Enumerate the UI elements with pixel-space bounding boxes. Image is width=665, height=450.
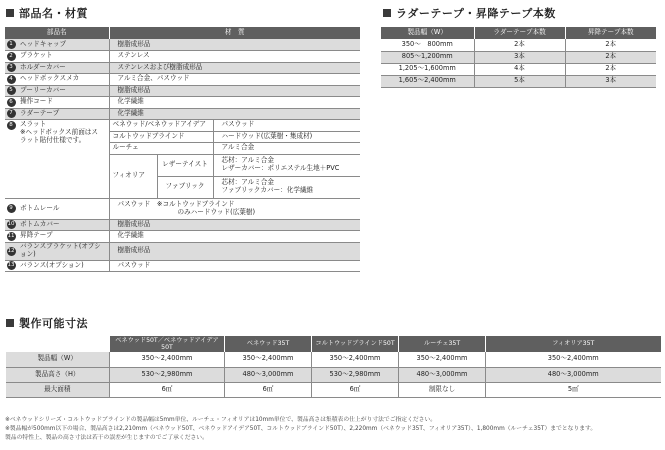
part-material: 樹脂成形品 [109,39,360,51]
table-row [5,219,360,231]
range-table [5,336,661,398]
part-material: パスウッド [213,120,360,132]
ladder-cell: 1,205～1,600mm [381,63,474,75]
part-number-icon: 7 [7,109,16,118]
part-material: 樹脂成形品 [109,242,360,260]
section-marker-icon [383,9,391,17]
table-row [5,198,360,219]
footnote: 製品の特性上、製品の高さ寸法は若干の誤差が生じますのでご了承ください。 [5,434,208,441]
footnote: ※ベネウッドシリーズ・コルトウッドブラインドの製品幅は5mm単位、ルーチェ・フィオリアは10mm単位で、製品高さは集積表の仕上がり寸法でご指定ください。 [5,417,437,423]
part-material: 樹脂成形品 [109,219,360,231]
ladder-section-title: ラダーテープ・昇降テープ本数 [383,5,556,21]
part-material: ハードウッド(広葉樹・集成材) [213,131,360,143]
slat-sub-label: コルトウッドブラインド [109,131,213,143]
range-row-label: 最大面積 [6,382,110,397]
part-name: ボトムカバー [17,219,109,231]
range-cell: 350～2,400mm [399,352,486,367]
range-header: フィオリア35T [486,336,661,352]
range-cell: 6㎡ [312,382,399,397]
footnotes [5,416,661,443]
part-number-icon: 12 [7,247,15,254]
part-name: ラダーテープ [17,108,109,120]
table-row [5,62,360,74]
slat-note: ※ヘッドボックス前面はスラット貼付仕様です。 [20,127,98,144]
part-number-icon: 9 [7,204,16,213]
fabric-label: ファブリック [157,176,213,198]
part-number-icon: 2 [7,52,16,61]
range-cell: 6㎡ [110,382,225,397]
part-number-icon: 5 [7,86,16,95]
range-cell: 5㎡ [486,382,661,397]
table-row [6,352,661,367]
table-row [5,260,360,272]
part-number-icon: 1 [7,40,16,49]
part-name: ホルダーカバー [17,62,109,74]
range-header: ルーチェ35T [399,336,486,352]
part-material: 化学繊維 [109,97,360,109]
range-cell: 350～2,400mm [225,352,312,367]
part-number-icon: 4 [7,75,16,84]
ladder-header: ラダーテープ本数 [474,27,565,39]
table-row [5,74,360,86]
part-number-icon: 13 [7,262,15,269]
range-cell: 530～2,980mm [312,367,399,382]
ladder-header: 昇降テープ本数 [565,27,656,39]
part-number-icon: 11 [7,232,15,239]
table-row [381,63,656,75]
range-cell: 350～2,400mm [312,352,399,367]
table-row [5,242,360,260]
part-name: ヘッドキャップ [17,39,109,51]
range-header: ベネウッド50T／ベネウッドアイデア50T [110,336,225,352]
part-name: ブラケット [17,51,109,63]
part-name: ボトムレール [17,198,109,219]
fioria-label: フィオリア [109,154,157,198]
table-row [381,75,656,87]
range-cell: 350～2,400mm [110,352,225,367]
part-number-icon: 8 [7,121,16,130]
slat-sub-label: ベネウッド/ベネウッドアイデア [109,120,213,132]
fabric-material: 芯材：アルミ合金 ファブリックカバー：化学繊維 [213,176,360,198]
table-row [5,97,360,109]
part-name: バランス(オプション) [17,260,109,272]
table-row [381,51,656,63]
ladder-cell: 3本 [565,75,656,87]
ladder-cell: 2本 [565,51,656,63]
part-material: アルミ合金 [213,143,360,155]
part-number-icon: 10 [7,221,15,228]
ladder-cell: 805～1,200mm [381,51,474,63]
range-row-label: 製品幅（W） [6,352,110,367]
section-marker-icon [6,319,14,327]
part-material: 樹脂成形品 [109,85,360,97]
ladder-cell: 5本 [474,75,565,87]
part-name: 操作コード [17,97,109,109]
table-row [5,51,360,63]
part-name: プーリーカバー [17,85,109,97]
range-section-title: 製作可能寸法 [6,315,88,331]
part-material: ステンレスおよび樹脂成形品 [109,62,360,74]
table-row [5,120,360,132]
part-name: バランスブラケット(オプション) [17,242,109,260]
table-row [6,382,661,397]
ladder-cell: 4本 [474,63,565,75]
part-material: ステンレス [109,51,360,63]
range-cell: 530～2,980mm [110,367,225,382]
ladder-table [381,27,656,88]
table-row [6,367,661,382]
footnote: ※製品幅が500mm以下の場合、製品高さは2,210mm（ベネウッド50T、ベネウッドアイデア50T、コルトウッドブラインド50T）、2,220mm（ベネウッド35T、フィオリア35T）、1,800mm（ルーチェ35T）までとなります。 [5,425,597,432]
part-material: 化学繊維 [109,108,360,120]
table-row [381,39,656,51]
slat-sub-label: ルーチェ [109,143,213,155]
part-name: 昇降テープ [17,231,109,243]
range-row-label: 製品高さ（H） [6,367,110,382]
part-number-icon: 6 [7,98,16,107]
ladder-cell: 2本 [565,39,656,51]
range-cell: 480～3,000mm [399,367,486,382]
table-row [5,85,360,97]
section-marker-icon [6,9,14,17]
range-header: ベネウッド35T [225,336,312,352]
part-number-icon: 3 [7,63,16,72]
parts-header-name: 部品名 [5,27,109,39]
ladder-header: 製品幅（W） [381,27,474,39]
ladder-cell: 1,605～2,400mm [381,75,474,87]
part-name: スラット [20,120,47,128]
slat-cell [17,120,109,199]
range-header: コルトウッドブラインド50T [312,336,399,352]
range-header-blank [6,336,110,352]
part-material: パスウッド ※コルトウッドブラインド のみハードウッド(広葉樹) [109,198,360,219]
parts-table [5,27,360,272]
table-row [5,108,360,120]
range-cell: 480～3,000mm [225,367,312,382]
part-material: 化学繊維 [109,231,360,243]
range-cell: 350～2,400mm [486,352,661,367]
range-cell: 6㎡ [225,382,312,397]
range-cell: 制限なし [399,382,486,397]
part-material: アルミ合金、パスウッド [109,74,360,86]
ladder-cell: 2本 [565,63,656,75]
range-cell: 480～3,000mm [486,367,661,382]
part-material: パスウッド [109,260,360,272]
ladder-cell: 350～ 800mm [381,39,474,51]
parts-header-material: 材 質 [109,27,360,39]
leather-material: 芯材：アルミ合金 レザーカバー：ポリエステル生地＋PVC [213,154,360,176]
table-row [5,39,360,51]
ladder-cell: 3本 [474,51,565,63]
part-name: ヘッドボックスメカ [17,74,109,86]
parts-section-title: 部品名・材質 [6,5,88,21]
table-row [5,231,360,243]
leather-label: レザーテイスト [157,154,213,176]
ladder-cell: 2本 [474,39,565,51]
